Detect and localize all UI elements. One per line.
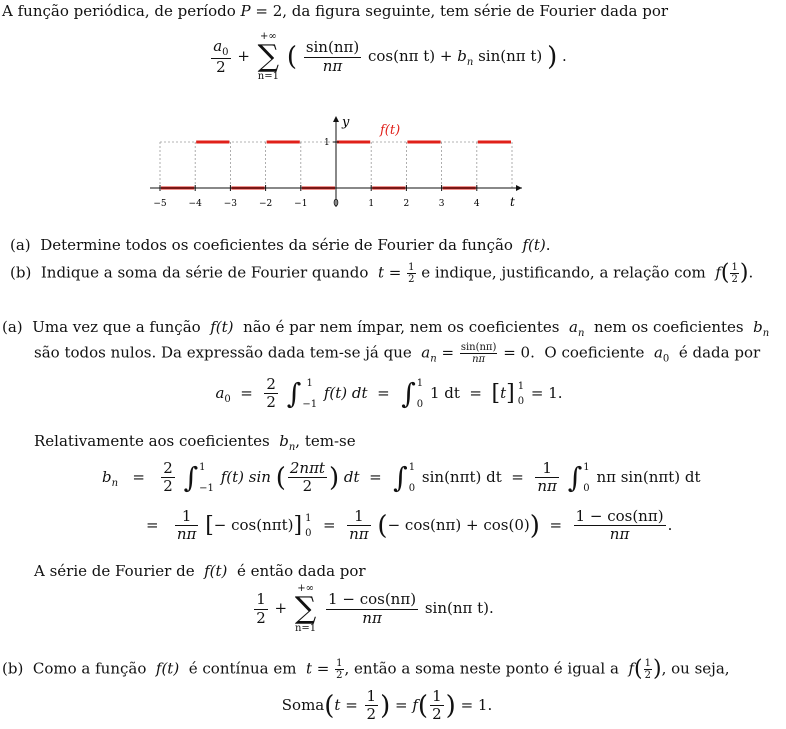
bn-equation-line2: = $\frac{1}{n\pi}$ [− cos(nπt)] 1 0 = $\frac{1}{n\pi}$ (− cos(nπ) + cos(0)) = $\frac{1 - \cos(n\pi)}{n\pi}$ . <box>146 507 673 544</box>
square-wave-chart <box>150 112 530 222</box>
bn-equation-line1: $b_n$ = $\frac{2}{2}$ ∫ 1 −1 f(t) sin ( $\frac{\text{2nπt}}{2}$ ) dt = ∫ 1 0 sin(nπt) dt = $\frac{1}{n\pi}$ ∫ 1 0 nπ sin(nπt) dt <box>102 459 701 496</box>
question-b: (b) Indique a soma da série de Fourier quando t = $\frac{1}{2}$ e indique, justificando, a relação com f( $\frac{1}{2}$ ). <box>10 260 754 286</box>
y-axis-label: y <box>342 115 350 130</box>
x-tick-label: −1 <box>294 199 308 209</box>
x-ticks <box>153 142 480 209</box>
sum-operator: +∞ ∑ n=1 <box>257 31 280 82</box>
x-tick-label: −3 <box>223 199 238 209</box>
axes <box>150 116 522 207</box>
x-axis-arrow <box>516 185 522 191</box>
period-variable: P <box>240 2 251 20</box>
x-axis-label: t <box>510 195 515 209</box>
solution-a-line2: são todos nulos. Da expressão dada tem-se já que $a_n$ = $\frac{\sin(n\pi)}{n\pi}$ = 0. O coeficiente $a_0$ é dada por <box>34 342 761 365</box>
bn-intro: Relativamente aos coeficientes $b_n$, tem-se <box>34 432 356 453</box>
x-tick-label: −2 <box>258 199 273 209</box>
y-axis-arrow <box>333 116 339 122</box>
x-tick-label: 0 <box>333 199 339 209</box>
x-tick-label: 1 <box>368 199 375 209</box>
y-tick-label: 1 <box>324 138 330 148</box>
function-label: f(t) <box>380 123 401 138</box>
x-tick-label: 4 <box>473 199 480 209</box>
solution-a-line1: (a) Uma vez que a função f(t) não é par nem ímpar, nem os coeficientes $a_n$ nem os coeficientes $b_n$ <box>2 318 770 339</box>
x-tick-label: 2 <box>403 199 410 209</box>
x-tick-label: −5 <box>153 199 167 209</box>
x-tick-label: 3 <box>438 199 445 209</box>
intro-line: A função periódica, de período P = 2, da figura seguinte, tem série de Fourier dada por <box>2 2 669 20</box>
fourier-series-formula: $\frac{a_0}{2}$ + +∞ ∑ n=1 ( $\frac{\sin(n\pi)}{n\pi}$ cos(nπ $t) + b_n$ sin(nπ t) ) . <box>213 31 567 82</box>
x-tick-label: −4 <box>188 199 202 209</box>
series-intro: A série de Fourier de f(t) é então dada por <box>34 562 366 580</box>
question-a: (a) Determine todos os coeficientes da série de Fourier da função f(t). <box>10 236 551 254</box>
solution-b-line: (b) Como a função f(t) é contínua em t = $\frac{1}{2}$ , então a soma neste ponto é igual a f( $\frac{1}{2}$ ), ou seja, <box>2 656 730 682</box>
a0-equation: $a_0$ = $\frac{2}{2}$ ∫ 1 −1 f(t) dt = ∫ 1 0 1 dt = [t] 1 0 = 1. <box>215 375 563 412</box>
final-series: $\frac{1}{2}$ + +∞ ∑ n=1 $\frac{1 - \cos(n\pi)}{n\pi}$ sin(nπ t). <box>256 583 494 634</box>
soma-equation: Soma(t = $\frac{1}{2}$ ) = f( $\frac{1}{2}$ ) = 1. <box>281 687 493 724</box>
